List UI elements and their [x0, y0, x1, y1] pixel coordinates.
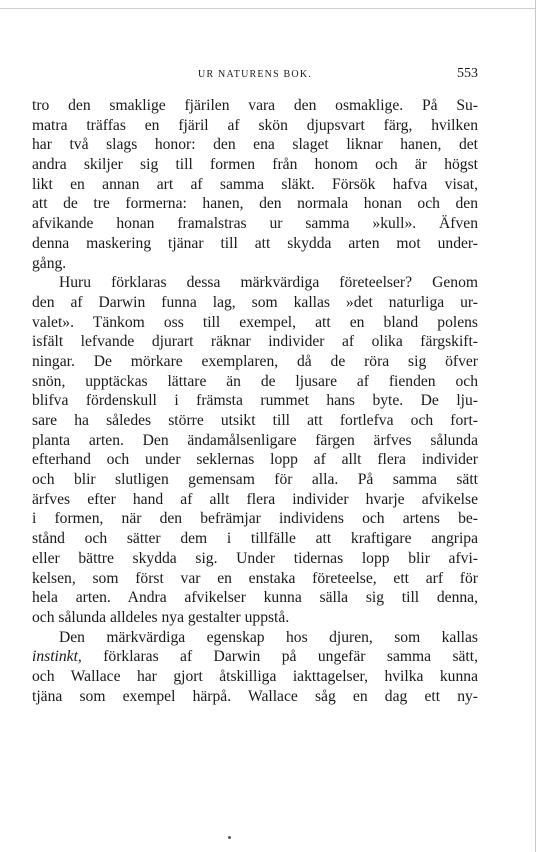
- text-line: och blir slutligen gemensam för alla. På samma sätt: [32, 471, 478, 489]
- text-line: sare ha således större utsikt till att fortlefva och fort-: [32, 412, 478, 429]
- text-line: har två slags honor: den ena slaget liknar hanen, det: [32, 136, 478, 154]
- text-line: att de tre formerna: hanen, den normala honan och den: [32, 195, 478, 213]
- paragraph-start-line: Den märkvärdiga egenskap hos djuren, som kallas: [59, 628, 478, 646]
- body-text: [32, 96, 478, 706]
- text-line: efterhand och under seklernas lopp af allt flera individer: [32, 451, 478, 469]
- text-line: stånd och sätter dem i tillfälle att kraftigare angripa: [32, 530, 478, 548]
- text-line: afvikande honan framalstras ur samma »kull». Äfven: [32, 215, 478, 233]
- italic-term: instinkt: [32, 648, 78, 666]
- text-line: [32, 647, 478, 667]
- footer-speck: [228, 836, 231, 839]
- text-line: eller bättre skydda sig. Under tidernas lopp blir afvi-: [32, 549, 478, 567]
- text-line: isfält lefvande djurart räknar individer af olika färgskift-: [32, 333, 478, 351]
- page-number: 553: [457, 66, 478, 81]
- text-segment: , förklaras af Darwin på ungefär samma sätt,: [77, 648, 478, 666]
- page-header: [32, 66, 478, 84]
- text-line: gång.: [32, 254, 67, 272]
- text-line: blifva fördenskull i främsta rummet hans byte. De lju-: [32, 392, 478, 410]
- text-line: tjäna som exempel härpå. Wallace såg en dag ett ny-: [32, 687, 478, 705]
- running-title: UR NATURENS BOK.: [198, 69, 312, 80]
- page-top-edge: [0, 0, 544, 9]
- text-line: likt en annan art af samma släkt. Försök hafva visat,: [32, 175, 478, 193]
- text-line: matra träffas en fjäril af skön djupsvart färg, hvilken: [32, 116, 478, 134]
- text-line: hela arten. Andra afvikelser kunna sälla sig till denna,: [32, 589, 478, 607]
- text-line: i formen, när den befrämjar individens och artens be-: [32, 510, 478, 528]
- text-line: tro den smaklige fjärilen vara den osmaklige. På Su-: [32, 97, 478, 114]
- text-line: och Wallace har gjort åtskilliga iakttagelser, hvilka kunna: [32, 667, 478, 685]
- text-line: planta arten. Den ändamålsenligare färgen ärfves sålunda: [32, 431, 478, 449]
- text-line: snön, upptäckas lättare än de ljusare af fienden och: [32, 372, 478, 390]
- text-line: kelsen, som först var en enstaka företeelse, ett arf för: [32, 569, 478, 587]
- text-line: ärfves efter hand af allt flera individer hvarje afvikelse: [32, 490, 478, 508]
- paragraph-start-line: Huru förklaras dessa märkvärdiga företeelser? Genom: [59, 274, 478, 292]
- page-right-edge: [535, 0, 544, 852]
- text-line: andra skiljer sig till formen från honom och är högst: [32, 156, 478, 174]
- text-line: och sålunda alldeles nya gestalter uppstå.: [32, 608, 290, 626]
- text-line: ningar. De mörkare exemplaren, då de röra sig öfver: [32, 352, 478, 370]
- text-line: den af Darwin funna lag, som kallas »det naturliga ur-: [32, 293, 478, 311]
- text-line: denna maskering tjänar till att skydda arten mot under-: [32, 234, 478, 252]
- text-line: valet». Tänkom oss till exempel, att en bland polens: [32, 313, 478, 331]
